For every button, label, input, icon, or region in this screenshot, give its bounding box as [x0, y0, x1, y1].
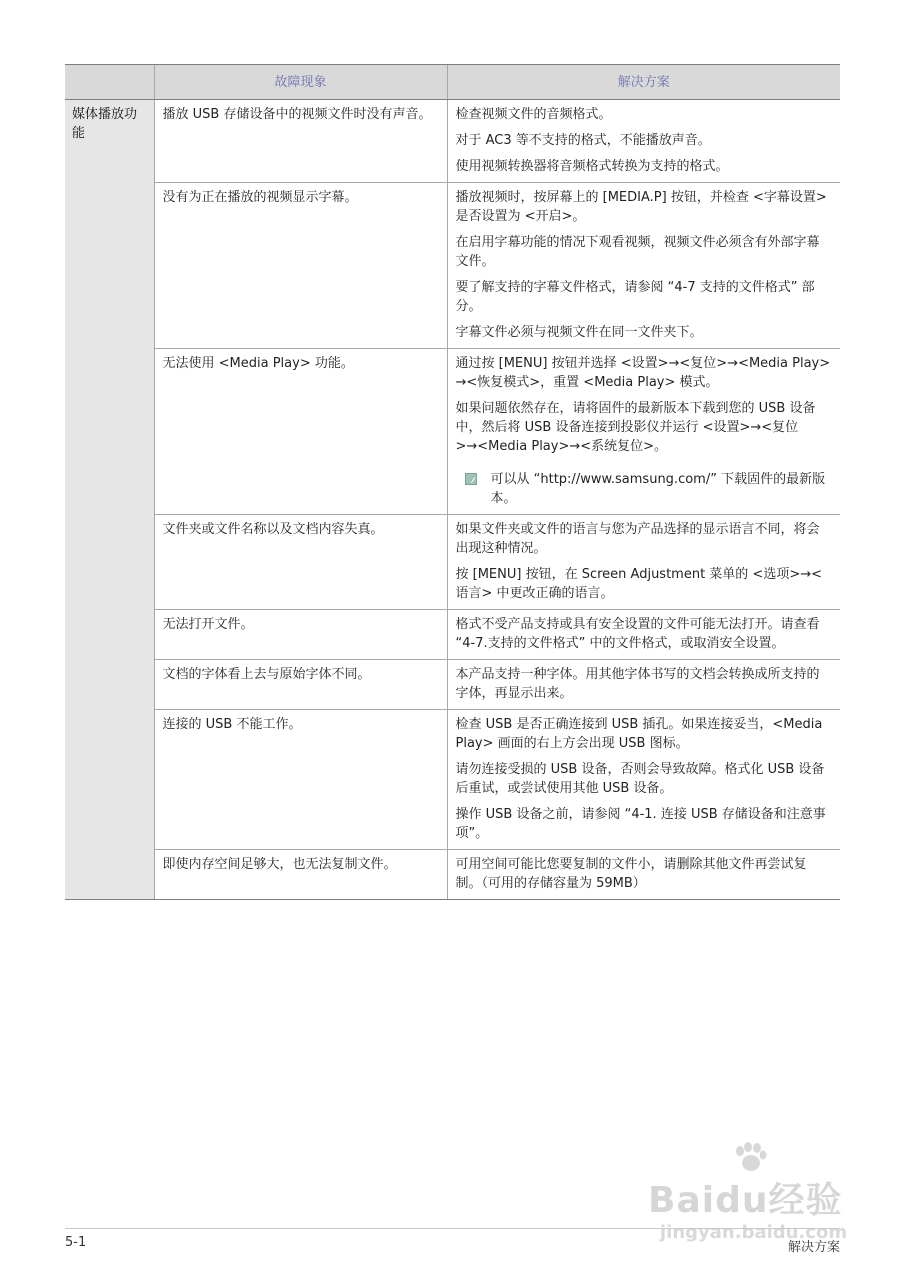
solution-text: 通过按 [MENU] 按钮并选择 <设置>→<复位>→<Media Play> →<恢复模式>，重置 <Media Play> 模式。 [455, 356, 831, 390]
paw-icon [732, 1142, 768, 1172]
symptom-cell: 即使内存空间足够大，也无法复制文件。 [154, 850, 447, 900]
solution-cell [447, 349, 840, 515]
solution-text: 要了解支持的字幕文件格式，请参阅 “4-7 支持的文件格式” 部分。 [455, 280, 815, 314]
solution-text: 请勿连接受损的 USB 设备，否则会导致故障。格式化 USB 设备后重试，或尝试使用其他 USB 设备。 [455, 762, 825, 796]
solution-text: 可用空间可能比您要复制的文件小，请删除其他文件再尝试复制。（可用的存储容量为 59MB） [455, 857, 807, 891]
troubleshooting-table [65, 64, 840, 900]
solution-text: 播放视频时，按屏幕上的 [MEDIA.P] 按钮，并检查 <字幕设置> 是否设置为 <开启>。 [455, 190, 827, 224]
table-header-row [65, 65, 840, 100]
solution-text: 如果问题依然存在，请将固件的最新版本下载到您的 USB 设备中，然后将 USB 设备连接到投影仪并运行 <设置>→<复位>→<Media Play>→<系统复位>。 [455, 401, 816, 454]
table-row [65, 349, 840, 515]
symptom-cell: 连接的 USB 不能工作。 [154, 710, 447, 850]
solution-text: 对于 AC3 等不支持的格式，不能播放声音。 [455, 133, 711, 148]
solution-text: 在启用字幕功能的情况下观看视频，视频文件必须含有外部字幕文件。 [455, 235, 820, 269]
solution-cell [447, 660, 840, 710]
baidu-watermark [640, 1140, 870, 1280]
solution-cell [447, 710, 840, 850]
solution-text: 本产品支持一种字体。用其他字体书写的文档会转换成所支持的字体，再显示出来。 [455, 667, 820, 701]
table-row [65, 100, 840, 183]
table-row [65, 515, 840, 610]
footer-divider [65, 1228, 840, 1229]
category-cell: 媒体播放功能 [65, 100, 154, 900]
table-row [65, 183, 840, 349]
table-row [65, 710, 840, 850]
solution-cell [447, 610, 840, 660]
solution-text: 如果文件夹或文件的语言与您为产品选择的显示语言不同，将会出现这种情况。 [455, 522, 820, 556]
header-category [65, 65, 154, 100]
table-row [65, 850, 840, 900]
solution-text: 检查 USB 是否正确连接到 USB 插孔。如果连接妥当，<Media Play> 画面的右上方会出现 USB 图标。 [455, 717, 823, 751]
table-row [65, 610, 840, 660]
solution-cell [447, 183, 840, 349]
solution-cell [447, 515, 840, 610]
solution-text: 字幕文件必须与视频文件在同一文件夹下。 [455, 325, 703, 340]
solution-text: 按 [MENU] 按钮，在 Screen Adjustment 菜单的 <选项>→<语言> 中更改正确的语言。 [455, 567, 823, 601]
watermark-url: jingyan.baidu.com [660, 1222, 848, 1243]
note-block [456, 470, 833, 508]
watermark-main-text: Baidu经验 [648, 1180, 843, 1221]
symptom-cell: 无法使用 <Media Play> 功能。 [154, 349, 447, 515]
page-number: 5-1 [65, 1235, 87, 1250]
symptom-cell: 无法打开文件。 [154, 610, 447, 660]
header-solution: 解决方案 [447, 65, 840, 100]
symptom-cell: 播放 USB 存储设备中的视频文件时没有声音。 [154, 100, 447, 183]
solution-cell [447, 850, 840, 900]
solution-text: 格式不受产品支持或具有安全设置的文件可能无法打开。请查看 “4-7.支持的文件格式” 中的文件格式，或取消安全设置。 [455, 617, 820, 651]
section-title: 解决方案 [787, 1240, 840, 1255]
symptom-cell: 文档的字体看上去与原始字体不同。 [154, 660, 447, 710]
solution-cell [447, 100, 840, 183]
header-symptom: 故障现象 [154, 65, 447, 100]
solution-text: 使用视频转换器将音频格式转换为支持的格式。 [455, 159, 729, 174]
solution-text: 检查视频文件的音频格式。 [455, 107, 612, 122]
table-row [65, 660, 840, 710]
symptom-cell: 没有为正在播放的视频显示字幕。 [154, 183, 447, 349]
note-icon [465, 473, 477, 485]
note-text: 可以从 “http://www.samsung.com/” 下载固件的最新版本。 [490, 472, 826, 506]
solution-text: 操作 USB 设备之前，请参阅 “4-1. 连接 USB 存储设备和注意事项”。 [455, 807, 826, 841]
symptom-cell: 文件夹或文件名称以及文档内容失真。 [154, 515, 447, 610]
